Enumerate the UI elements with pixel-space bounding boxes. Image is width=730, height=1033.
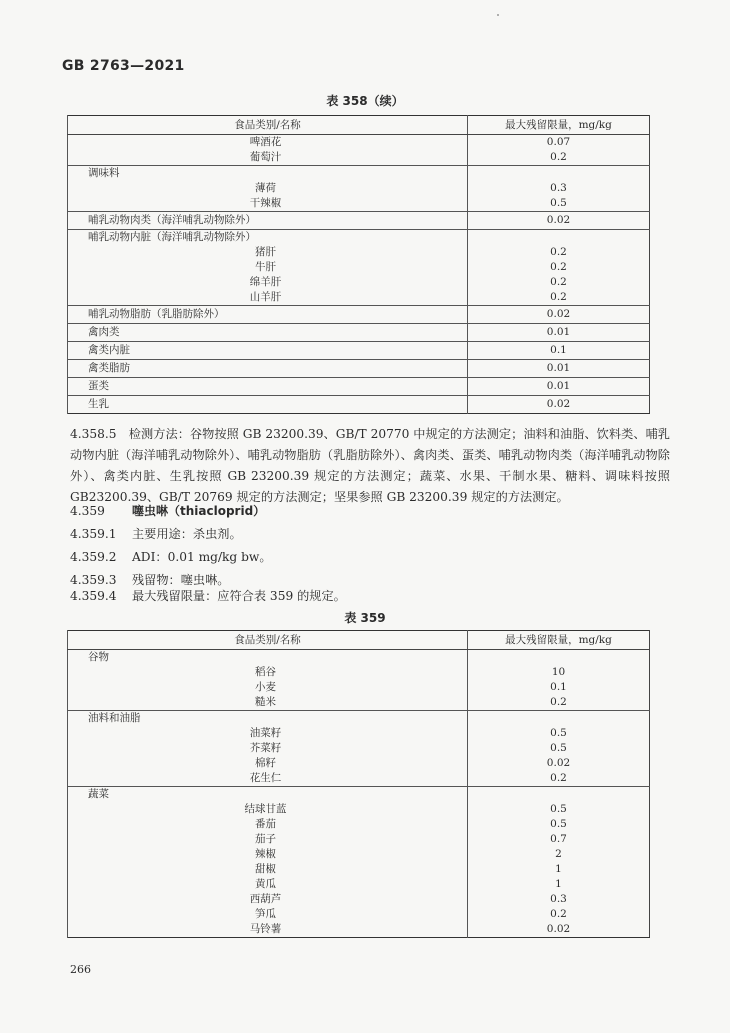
table-row bbox=[68, 306, 650, 324]
food-category: 哺乳动物肉类（海洋哺乳动物除外） bbox=[68, 212, 468, 230]
table-row bbox=[68, 907, 650, 922]
food-category: 禽类脂肪 bbox=[68, 360, 468, 378]
item-number: 4.359.1 bbox=[70, 527, 117, 541]
table-row bbox=[68, 665, 650, 680]
food-name: 马铃薯 bbox=[68, 922, 468, 938]
food-category: 蛋类 bbox=[68, 378, 468, 396]
mrl-value: 0.2 bbox=[468, 260, 650, 275]
table-row bbox=[68, 196, 650, 212]
mrl-value: 0.02 bbox=[468, 396, 650, 414]
mrl-value: 0.02 bbox=[468, 212, 650, 230]
food-name: 小麦 bbox=[68, 680, 468, 695]
mrl-value: 0.02 bbox=[468, 306, 650, 324]
mrl-value bbox=[468, 711, 650, 727]
table-row bbox=[68, 342, 650, 360]
table-358 bbox=[67, 115, 650, 414]
table-row bbox=[68, 802, 650, 817]
food-name: 西葫芦 bbox=[68, 892, 468, 907]
mrl-value: 0.1 bbox=[468, 680, 650, 695]
mrl-value: 1 bbox=[468, 877, 650, 892]
section-4359-heading bbox=[70, 501, 265, 521]
item-text: 主要用途：杀虫剂。 bbox=[132, 527, 242, 541]
table-row bbox=[68, 680, 650, 695]
detection-method-paragraph bbox=[70, 424, 670, 508]
table-row bbox=[68, 166, 650, 182]
table-row bbox=[68, 922, 650, 938]
mrl-value: 10 bbox=[468, 665, 650, 680]
food-name: 辣椒 bbox=[68, 847, 468, 862]
food-name: 山羊肝 bbox=[68, 290, 468, 306]
food-name: 干辣椒 bbox=[68, 196, 468, 212]
item-text: ADI：0.01 mg/kg bw。 bbox=[132, 550, 272, 564]
mrl-value: 0.2 bbox=[468, 245, 650, 260]
mrl-value: 0.02 bbox=[468, 756, 650, 771]
table-row bbox=[68, 378, 650, 396]
table-row bbox=[68, 650, 650, 666]
food-category: 禽肉类 bbox=[68, 324, 468, 342]
mrl-value: 0.5 bbox=[468, 802, 650, 817]
table-row bbox=[68, 756, 650, 771]
mrl-value: 1 bbox=[468, 862, 650, 877]
table-row bbox=[68, 847, 650, 862]
mrl-value: 0.5 bbox=[468, 196, 650, 212]
mrl-value bbox=[468, 787, 650, 803]
mrl-value bbox=[468, 650, 650, 666]
food-name: 黄瓜 bbox=[68, 877, 468, 892]
food-name: 绵羊肝 bbox=[68, 275, 468, 290]
section-item bbox=[70, 524, 242, 544]
mrl-value: 0.02 bbox=[468, 922, 650, 938]
mrl-value: 0.07 bbox=[468, 135, 650, 151]
food-name: 茄子 bbox=[68, 832, 468, 847]
food-name: 薄荷 bbox=[68, 181, 468, 196]
table-row bbox=[68, 150, 650, 166]
table-row bbox=[68, 787, 650, 803]
food-category: 谷物 bbox=[68, 650, 468, 666]
mrl-value: 0.2 bbox=[468, 290, 650, 306]
table-row bbox=[68, 181, 650, 196]
mrl-value: 0.3 bbox=[468, 892, 650, 907]
mrl-value bbox=[468, 166, 650, 182]
section-item bbox=[70, 547, 272, 567]
table-row bbox=[68, 245, 650, 260]
item-text: 残留物：噻虫啉。 bbox=[132, 573, 230, 587]
mrl-value: 0.01 bbox=[468, 378, 650, 396]
table-row bbox=[68, 260, 650, 275]
column-header-mrl: 最大残留限量，mg/kg bbox=[468, 631, 650, 650]
table-359-caption: 表 359 bbox=[344, 611, 386, 625]
food-category: 生乳 bbox=[68, 396, 468, 414]
food-name: 稻谷 bbox=[68, 665, 468, 680]
food-name: 啤酒花 bbox=[68, 135, 468, 151]
food-category: 蔬菜 bbox=[68, 787, 468, 803]
page-number: 266 bbox=[70, 963, 91, 976]
table-row bbox=[68, 892, 650, 907]
table-358-body bbox=[68, 135, 650, 414]
table-row bbox=[68, 230, 650, 246]
food-name: 花生仁 bbox=[68, 771, 468, 787]
food-category: 调味料 bbox=[68, 166, 468, 182]
mrl-value: 0.2 bbox=[468, 275, 650, 290]
table-row bbox=[68, 711, 650, 727]
table-row bbox=[68, 741, 650, 756]
item-number: 4.359.2 bbox=[70, 550, 117, 564]
food-name: 芥菜籽 bbox=[68, 741, 468, 756]
mrl-value: 0.01 bbox=[468, 324, 650, 342]
column-header-food: 食品类别/名称 bbox=[68, 116, 468, 135]
food-name: 油菜籽 bbox=[68, 726, 468, 741]
mrl-value: 0.1 bbox=[468, 342, 650, 360]
food-name: 牛肝 bbox=[68, 260, 468, 275]
food-name: 番茄 bbox=[68, 817, 468, 832]
item-number: 4.359.3 bbox=[70, 573, 117, 587]
pesticide-title: 噻虫啉（thiacloprid） bbox=[132, 504, 266, 518]
section-number: 4.358.5 bbox=[70, 427, 117, 441]
mrl-value: 0.01 bbox=[468, 360, 650, 378]
table-row bbox=[68, 290, 650, 306]
mrl-value bbox=[468, 230, 650, 246]
table-359-body bbox=[68, 650, 650, 938]
food-name: 棉籽 bbox=[68, 756, 468, 771]
food-category: 禽类内脏 bbox=[68, 342, 468, 360]
mrl-value: 0.3 bbox=[468, 181, 650, 196]
mrl-value: 0.2 bbox=[468, 150, 650, 166]
table-row bbox=[68, 695, 650, 711]
mrl-value: 0.2 bbox=[468, 771, 650, 787]
mrl-value: 0.2 bbox=[468, 695, 650, 711]
table-row bbox=[68, 135, 650, 151]
food-name: 结球甘蓝 bbox=[68, 802, 468, 817]
food-name: 甜椒 bbox=[68, 862, 468, 877]
item-text: 最大残留限量：应符合表 359 的规定。 bbox=[132, 589, 346, 603]
column-header-food: 食品类别/名称 bbox=[68, 631, 468, 650]
standard-code: GB 2763—2021 bbox=[62, 58, 185, 74]
table-row bbox=[68, 817, 650, 832]
scan-speck bbox=[497, 14, 499, 16]
food-name: 葡萄汁 bbox=[68, 150, 468, 166]
mrl-value: 0.5 bbox=[468, 817, 650, 832]
mrl-value: 2 bbox=[468, 847, 650, 862]
mrl-value: 0.5 bbox=[468, 741, 650, 756]
food-name: 猪肝 bbox=[68, 245, 468, 260]
food-category: 哺乳动物脂肪（乳脂肪除外） bbox=[68, 306, 468, 324]
column-header-mrl: 最大残留限量，mg/kg bbox=[468, 116, 650, 135]
table-row bbox=[68, 726, 650, 741]
table-359 bbox=[67, 630, 650, 938]
mrl-value: 0.5 bbox=[468, 726, 650, 741]
table-row bbox=[68, 275, 650, 290]
section-item bbox=[70, 586, 346, 606]
food-name: 糙米 bbox=[68, 695, 468, 711]
table-row bbox=[68, 212, 650, 230]
table-row bbox=[68, 324, 650, 342]
detection-method-text: 检测方法：谷物按照 GB 23200.39、GB/T 20770 中规定的方法测定；油料和油脂、饮料类、哺乳动物内脏（海洋哺乳动物除外）、哺乳动物脂肪（乳脂肪除外）、禽肉类、蛋类、哺乳动物肉类（海洋哺乳动物除外）、禽类内脏、生乳按照 GB 23200.39 规定的方法测定；蔬菜、水果、干制水果、糖料、调味料按照 GB23200.39、GB/T 20769 规定的方法测定；坚果参照 GB 23200.39 规定的方法测定。 bbox=[70, 427, 670, 504]
table-row bbox=[68, 862, 650, 877]
table-358-caption: 表 358（续） bbox=[326, 94, 404, 108]
table-row bbox=[68, 771, 650, 787]
food-category: 哺乳动物内脏（海洋哺乳动物除外） bbox=[68, 230, 468, 246]
table-row bbox=[68, 360, 650, 378]
table-row bbox=[68, 877, 650, 892]
food-category: 油料和油脂 bbox=[68, 711, 468, 727]
section-number: 4.359 bbox=[70, 504, 105, 518]
table-row bbox=[68, 396, 650, 414]
mrl-value: 0.2 bbox=[468, 907, 650, 922]
mrl-value: 0.7 bbox=[468, 832, 650, 847]
item-number: 4.359.4 bbox=[70, 589, 117, 603]
food-name: 笋瓜 bbox=[68, 907, 468, 922]
table-row bbox=[68, 832, 650, 847]
